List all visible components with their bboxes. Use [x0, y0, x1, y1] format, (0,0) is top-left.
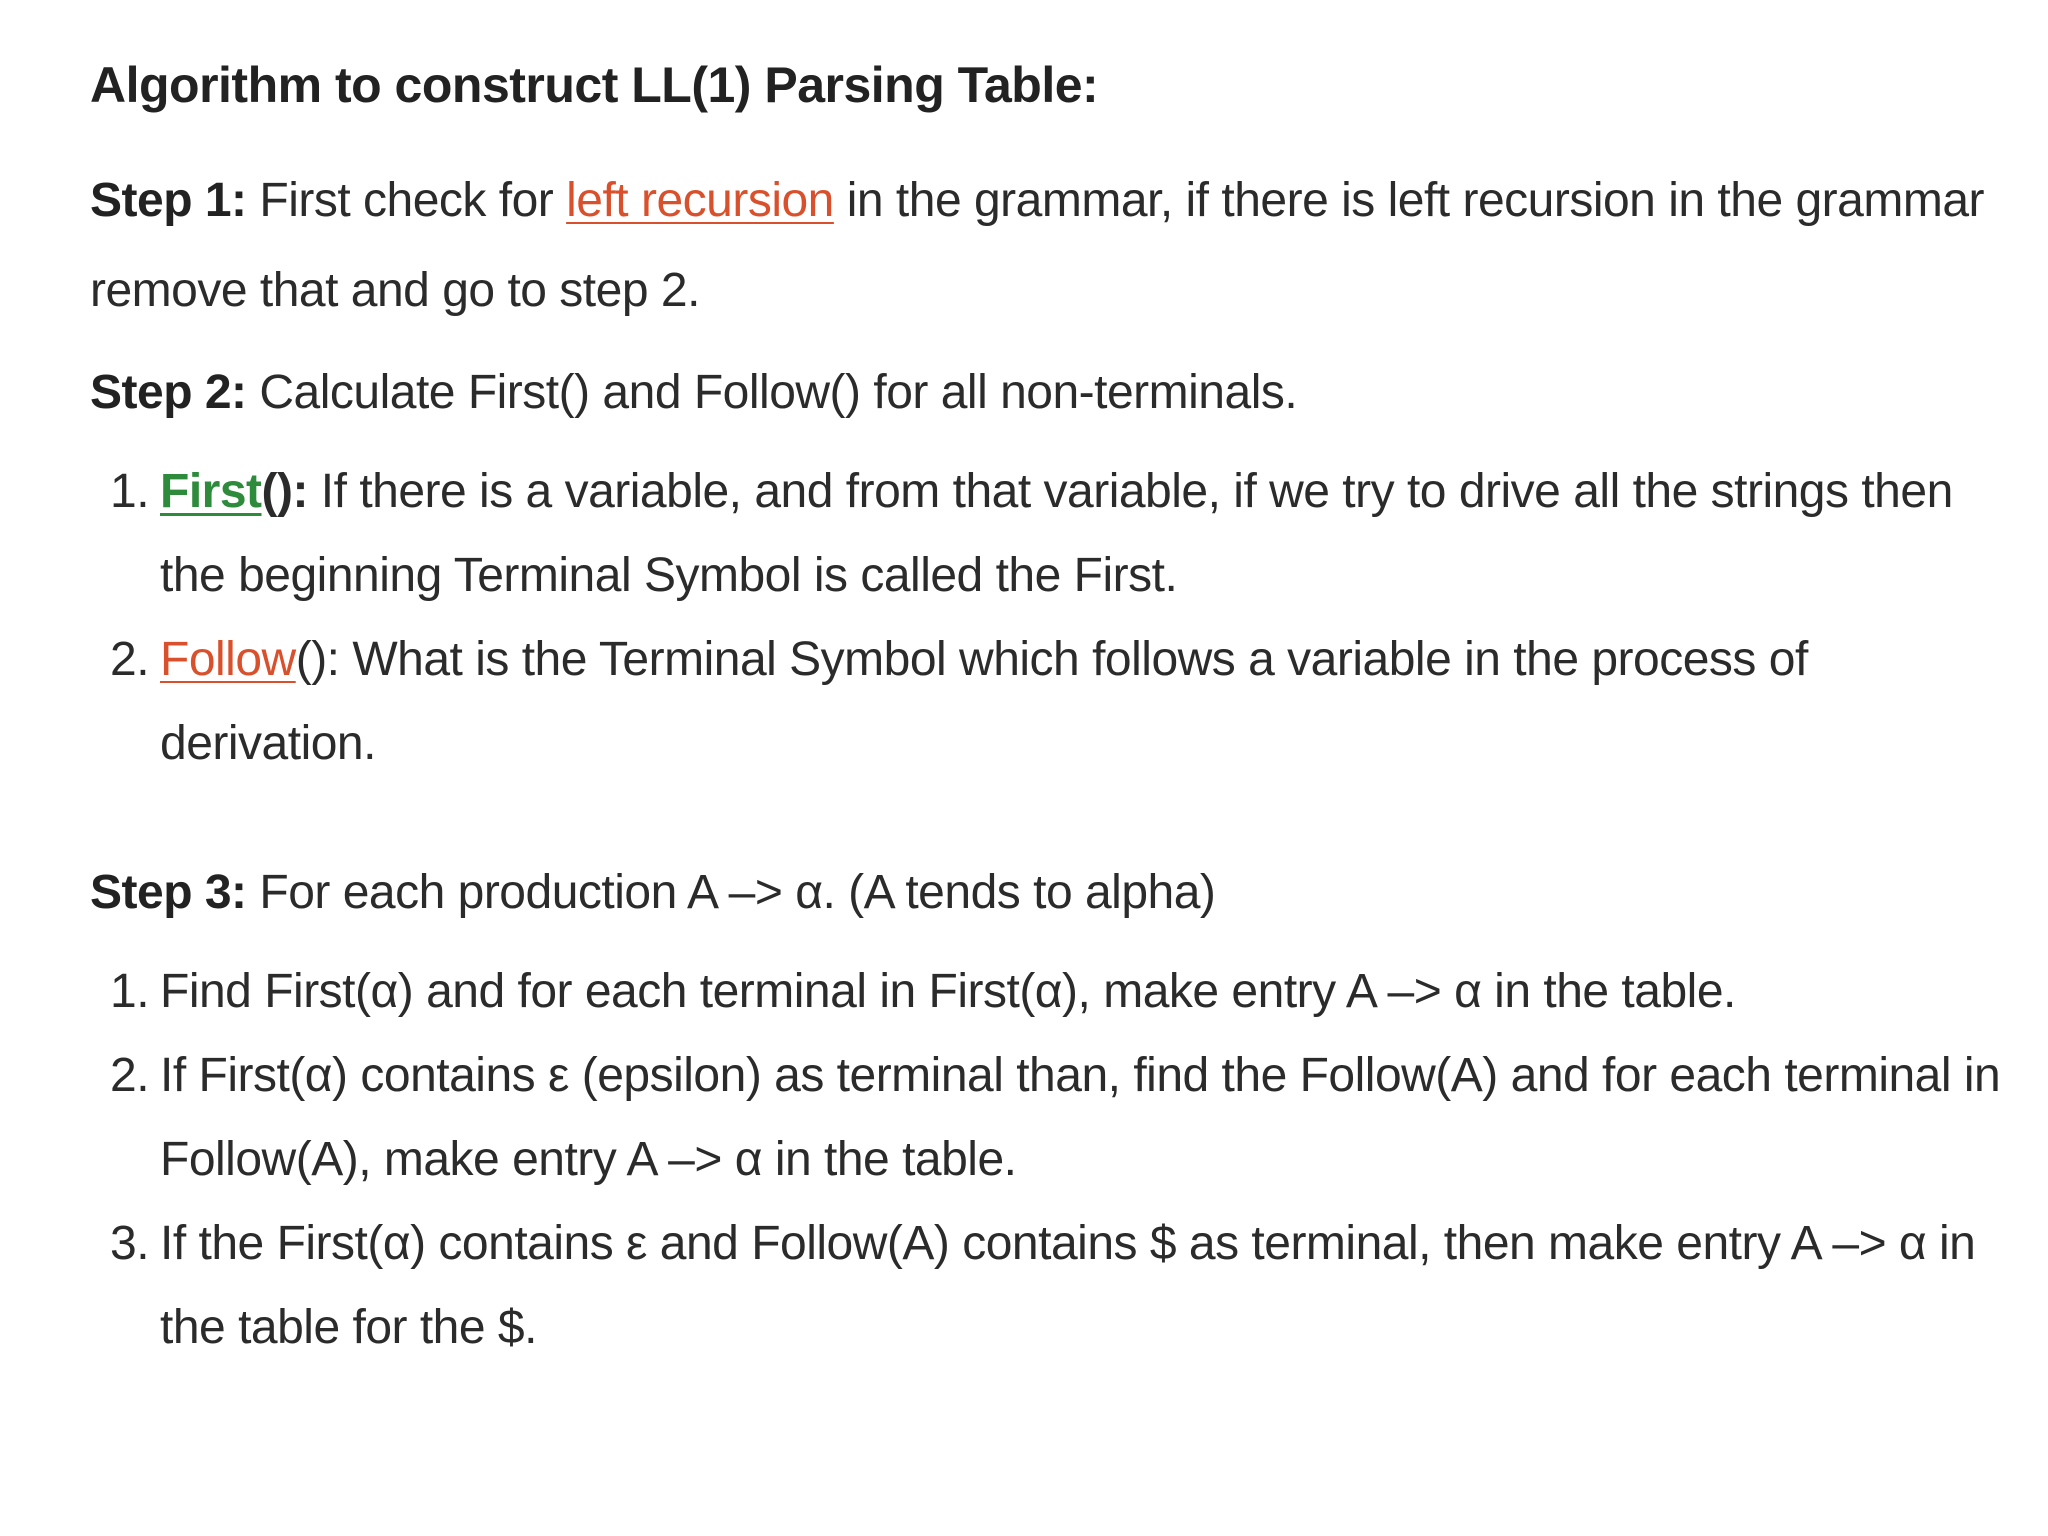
- step-2-paragraph: [90, 348, 2020, 438]
- step-2-list: [90, 450, 2020, 786]
- step-1-paragraph: [90, 156, 2020, 336]
- follow-link[interactable]: Follow: [160, 633, 296, 686]
- step-2-label: Step 2:: [90, 366, 247, 419]
- list-item: [90, 618, 2020, 786]
- page-title: Algorithm to construct LL(1) Parsing Table:: [90, 57, 1099, 113]
- list-item-text: Find First(α) and for each terminal in First(α), make entry A –> α in the table.: [160, 965, 1736, 1018]
- article-body: [90, 50, 2020, 1370]
- list-item-text: What is the Terminal Symbol which follows a variable in the process of derivation.: [160, 633, 1808, 770]
- list-item-number: 3.: [110, 1217, 150, 1270]
- step-1-text-before: First check for: [246, 174, 567, 227]
- step-3-label: Step 3:: [90, 866, 247, 919]
- list-item-number: 2.: [110, 633, 150, 686]
- list-item: [90, 1034, 2020, 1202]
- list-item-number: 2.: [110, 1049, 150, 1102]
- list-item-text: If there is a variable, and from that variable, if we try to drive all the strings then the beginning Terminal Symbol is called the First.: [160, 465, 1953, 602]
- step-3-text: For each production A –> α. (A tends to alpha): [246, 866, 1216, 919]
- step-3-list: [90, 950, 2020, 1370]
- step-1-text-after: in the grammar, if there is left recursion in the grammar remove that and go to step 2.: [90, 174, 1984, 317]
- follow-link-suffix: ():: [295, 633, 340, 686]
- step-3-paragraph: [90, 848, 2020, 938]
- list-item-number: 1.: [110, 465, 150, 518]
- list-item-text: If the First(α) contains ε and Follow(A) contains $ as terminal, then make entry A –> α in the table for the $.: [160, 1217, 1976, 1354]
- first-link-suffix: ():: [261, 465, 308, 518]
- step-1-label: Step 1:: [90, 174, 247, 227]
- first-link[interactable]: First: [160, 465, 262, 518]
- list-item-text: If First(α) contains ε (epsilon) as terminal than, find the Follow(A) and for each terminal in Follow(A), make entry A –> α in the table.: [160, 1049, 2001, 1186]
- step-2-text: Calculate First() and Follow() for all non-terminals.: [246, 366, 1298, 419]
- list-item: [90, 1202, 2020, 1370]
- left-recursion-link[interactable]: left recursion: [566, 174, 834, 227]
- list-item: [90, 950, 2020, 1034]
- list-item: [90, 450, 2020, 618]
- list-item-number: 1.: [110, 965, 150, 1018]
